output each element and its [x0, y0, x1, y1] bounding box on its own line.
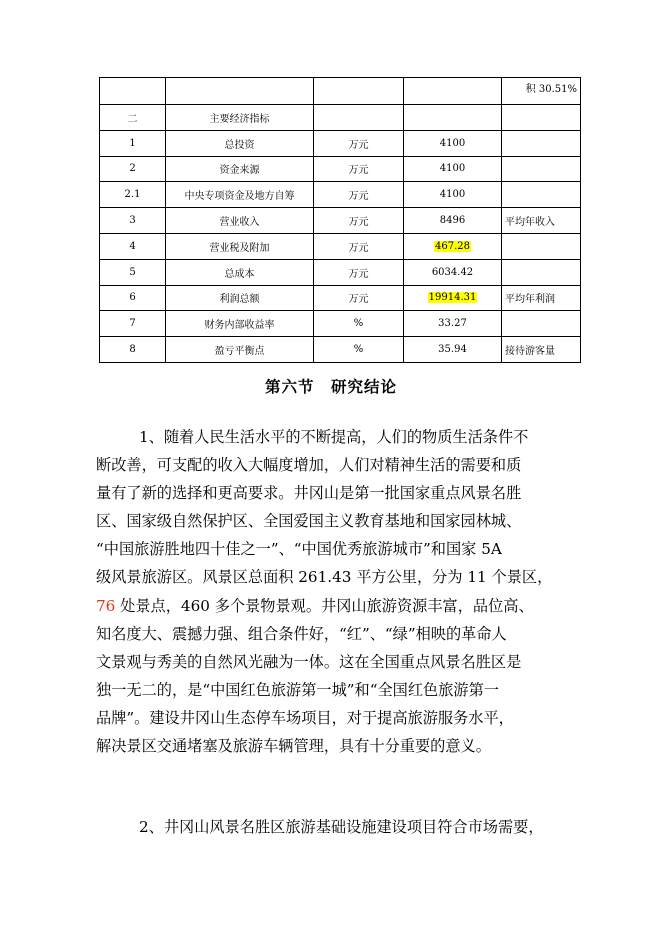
cell-note — [502, 156, 581, 182]
cell-name: 营业税及附加 — [166, 233, 314, 259]
paragraph-line: 2、井冈山风景名胜区旅游基础设施建设项目符合市场需要， — [139, 818, 544, 836]
cell-no: 7 — [100, 311, 166, 337]
cell-name: 利润总额 — [166, 285, 314, 311]
cell-no: 2 — [100, 156, 166, 182]
cell-no — [100, 78, 166, 105]
cell-note — [502, 130, 581, 156]
cell-note: 积 30.51% — [502, 78, 581, 105]
cell-value: 4100 — [404, 130, 502, 156]
cell-name: 盈亏平衡点 — [166, 337, 314, 363]
cell-note — [502, 259, 581, 285]
paragraph-line: 断改善，可支配的收入大幅度增加，人们对精神生活的需要和质 — [96, 456, 522, 475]
cell-unit: 万元 — [314, 156, 404, 182]
cell-unit — [314, 78, 404, 105]
paragraph-line: 解决景区交通堵塞及旅游车辆管理，具有十分重要的意义。 — [96, 737, 491, 756]
cell-no: 8 — [100, 337, 166, 363]
paragraph-line: “中国旅游胜地四十佳之一”、“中国优秀旅游城市”和国家 5A — [96, 540, 502, 559]
cell-value — [404, 233, 502, 259]
highlighted-value: 19914.31 — [428, 292, 477, 304]
cell-name: 总投资 — [166, 130, 314, 156]
table-row — [100, 311, 581, 337]
paragraph-line: 区、国家级自然保护区、全国爱国主义教育基地和国家园林城、 — [96, 512, 522, 531]
table-row — [100, 285, 581, 311]
cell-no: 2.1 — [100, 182, 166, 208]
cell-unit: 万元 — [314, 233, 404, 259]
paragraph-line — [96, 592, 579, 620]
cell-note — [502, 233, 581, 259]
conclusion-paragraph-2 — [109, 761, 579, 836]
section-title: 第六节 研究结论 — [264, 378, 397, 396]
cell-value: 6034.42 — [404, 259, 502, 285]
cell-value: 4100 — [404, 156, 502, 182]
cell-value: 4100 — [404, 182, 502, 208]
cell-note: 接待游客量 — [502, 337, 581, 363]
table-row — [100, 233, 581, 259]
cell-note — [502, 311, 581, 337]
cell-name — [166, 78, 314, 105]
cell-unit: % — [314, 337, 404, 363]
cell-value — [404, 105, 502, 131]
table-row — [100, 105, 581, 131]
table-row — [100, 208, 581, 234]
cell-unit — [314, 105, 404, 131]
cell-name: 总成本 — [166, 259, 314, 285]
paragraph-line: 量有了新的选择和更高要求。井冈山是第一批国家重点风景名胜 — [96, 484, 522, 503]
cell-name: 营业收入 — [166, 208, 314, 234]
paragraph-line: 独一无二的，是“中国红色旅游第一城”和“全国红色旅游第一 — [96, 680, 499, 699]
highlighted-number: 76 — [96, 596, 116, 615]
cell-no: 二 — [100, 105, 166, 131]
cell-unit: 万元 — [314, 130, 404, 156]
table-row — [100, 78, 581, 105]
highlighted-value: 467.28 — [435, 240, 470, 252]
paragraph-line: 品牌”。建设井冈山生态停车场项目，对于提高旅游服务水平， — [96, 708, 514, 727]
cell-name: 主要经济指标 — [166, 105, 314, 131]
cell-note — [502, 182, 581, 208]
conclusion-paragraph-1 — [96, 423, 579, 760]
cell-unit: 万元 — [314, 208, 404, 234]
cell-value: 33.27 — [404, 311, 502, 337]
paragraph-line: 级风景旅游区。风景区总面积 261.43 平方公里，分为 11 个景区， — [96, 568, 553, 587]
cell-no: 1 — [100, 130, 166, 156]
paragraph-line: 1、随着人民生活水平的不断提高，人们的物质生活条件不 — [139, 428, 529, 446]
paragraph-line: 文景观与秀美的自然风光融为一体。这在全国重点风景名胜区是 — [96, 652, 522, 671]
cell-value: 35.94 — [404, 337, 502, 363]
cell-no: 3 — [100, 208, 166, 234]
cell-note: 平均年收入 — [502, 208, 581, 234]
paragraph-line: 知名度大、震撼力强、组合条件好，“红”、“绿”相映的革命人 — [96, 624, 507, 643]
economic-indicators-table — [99, 77, 581, 363]
cell-value — [404, 78, 502, 105]
cell-unit: 万元 — [314, 182, 404, 208]
cell-name: 资金来源 — [166, 156, 314, 182]
line-text: 处景点，460 多个景物景观。井冈山旅游资源丰富，品位高、 — [115, 596, 534, 615]
table-row — [100, 259, 581, 285]
table-row — [100, 130, 581, 156]
table-row — [100, 182, 581, 208]
cell-no: 4 — [100, 233, 166, 259]
cell-unit: 万元 — [314, 285, 404, 311]
table-row — [100, 337, 581, 363]
cell-value — [404, 285, 502, 311]
cell-note — [502, 105, 581, 131]
cell-no: 6 — [100, 285, 166, 311]
cell-name: 中央专项资金及地方自筹 — [166, 182, 314, 208]
cell-name: 财务内部收益率 — [166, 311, 314, 337]
cell-no: 5 — [100, 259, 166, 285]
table-row — [100, 156, 581, 182]
cell-note: 平均年利润 — [502, 285, 581, 311]
cell-value: 8496 — [404, 208, 502, 234]
cell-unit: 万元 — [314, 259, 404, 285]
cell-unit: % — [314, 311, 404, 337]
